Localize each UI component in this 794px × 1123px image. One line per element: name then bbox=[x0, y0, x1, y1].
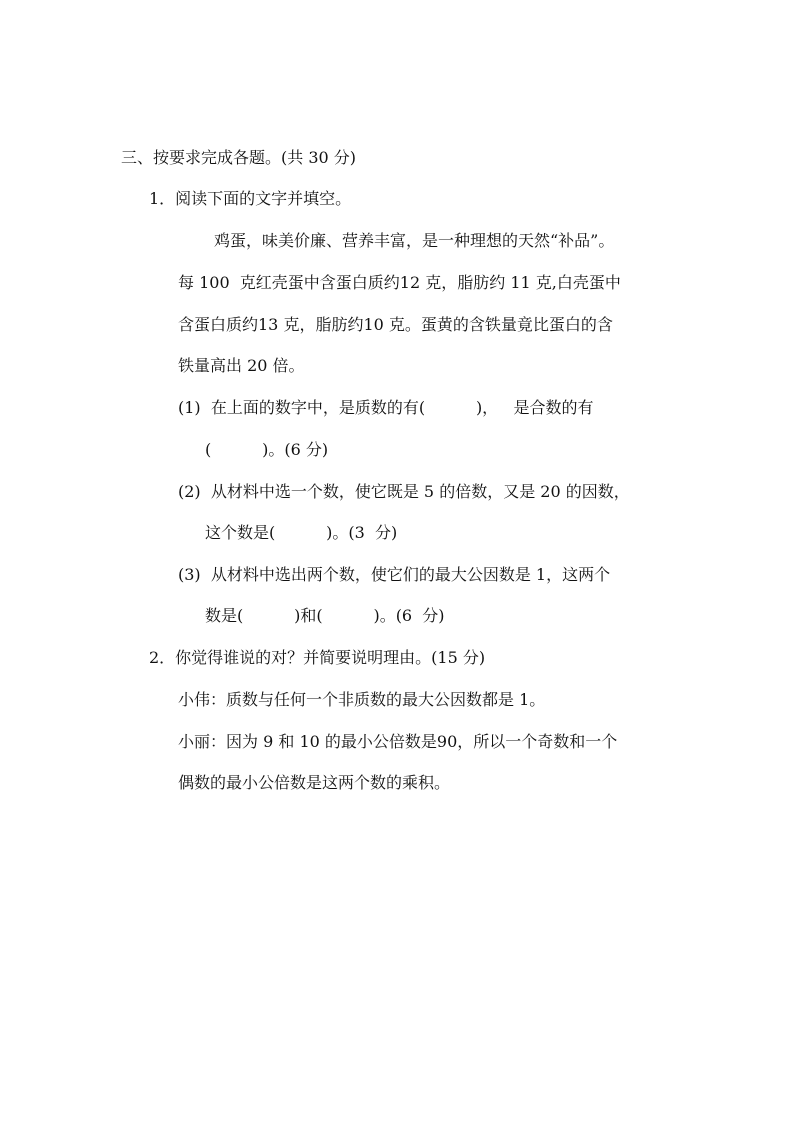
passage-line-1: 鸡蛋，味美价廉、营养丰富，是一种理想的天然“补品”。 bbox=[214, 231, 615, 250]
sub-question-3-line-1: (3) 从材料中选出两个数，使它们的最大公因数是 1，这两个 bbox=[178, 565, 611, 584]
passage-line-3: 含蛋白质约13 克，脂肪约10 克。蛋黄的含铁量竟比蛋白的含 bbox=[178, 315, 613, 334]
sub-question-2-line-2: 这个数是( )。(3 分) bbox=[205, 523, 398, 542]
sub-question-2-line-1: (2) 从材料中选一个数，使它既是 5 的倍数，又是 20 的因数， bbox=[178, 482, 630, 501]
statement-xiaoli-line-2: 偶数的最小公倍数是这两个数的乘积。 bbox=[178, 773, 451, 792]
passage-line-2: 每 100 克红壳蛋中含蛋白质约12 克，脂肪约 11 克,白壳蛋中 bbox=[178, 273, 621, 292]
passage-line-4: 铁量高出 20 倍。 bbox=[178, 356, 305, 375]
question-2-title: 2．你觉得谁说的对？并简要说明理由。(15 分) bbox=[149, 648, 486, 667]
sub-question-1-line-1: (1) 在上面的数字中，是质数的有( )， 是合数的有 bbox=[178, 398, 594, 417]
question-1-title: 1．阅读下面的文字并填空。 bbox=[149, 189, 352, 208]
section-heading: 三、按要求完成各题。(共 30 分) bbox=[121, 148, 357, 167]
sub-question-1-line-2: ( )。(6 分) bbox=[205, 440, 329, 459]
statement-xiaowei: 小伟：质数与任何一个非质数的最大公因数都是 1。 bbox=[178, 690, 546, 709]
statement-xiaoli-line-1: 小丽：因为 9 和 10 的最小公倍数是90，所以一个奇数和一个 bbox=[178, 732, 618, 751]
sub-question-3-line-2: 数是( )和( )。(6 分) bbox=[205, 606, 445, 625]
